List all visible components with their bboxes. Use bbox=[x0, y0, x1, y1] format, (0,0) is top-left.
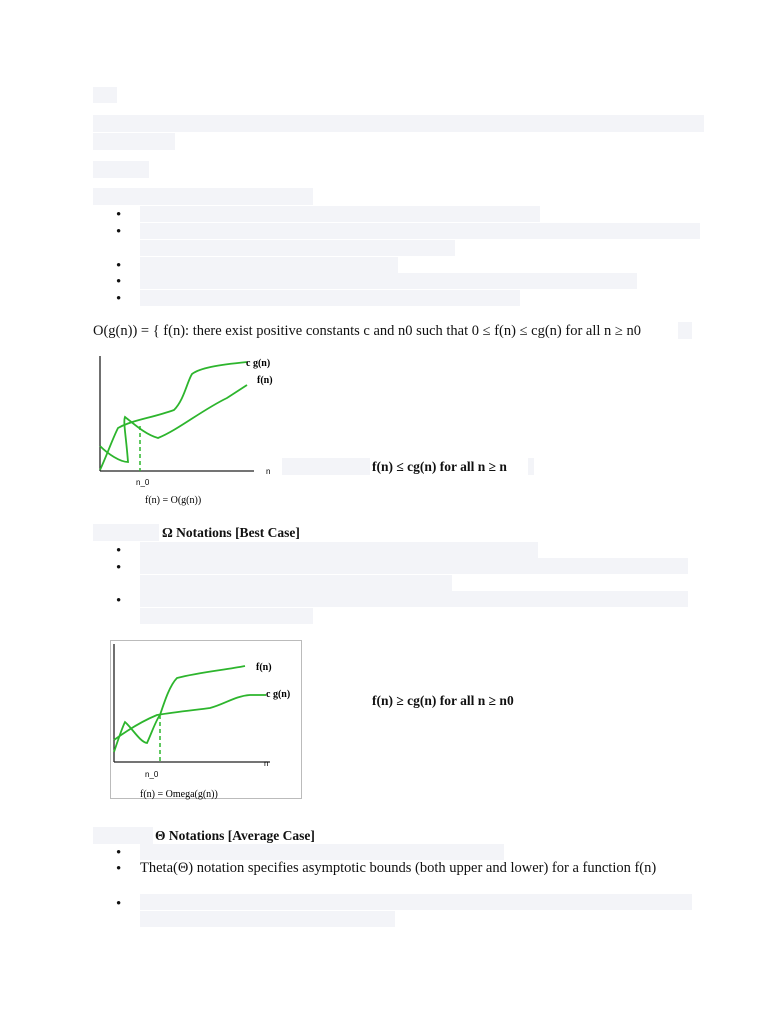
redacted-block bbox=[140, 575, 452, 591]
list-bullet: • bbox=[116, 207, 122, 223]
redacted-block bbox=[678, 322, 692, 339]
redacted-block bbox=[140, 223, 700, 239]
redacted-block bbox=[140, 273, 637, 289]
redacted-block bbox=[140, 206, 540, 222]
figure-caption: f(n) = O(g(n)) bbox=[145, 495, 202, 506]
big-o-graph bbox=[92, 350, 284, 512]
list-bullet: • bbox=[116, 845, 122, 861]
fn-curve bbox=[100, 385, 247, 462]
lower-curve-label: c g(n) bbox=[266, 689, 291, 700]
threshold-label: n_0 bbox=[136, 478, 150, 487]
redacted-block bbox=[93, 133, 175, 150]
redacted-block bbox=[140, 558, 688, 574]
redacted-block bbox=[140, 290, 520, 306]
redacted-block bbox=[93, 161, 149, 178]
redacted-block bbox=[93, 188, 313, 205]
list-bullet: • bbox=[116, 224, 122, 240]
list-bullet: • bbox=[116, 896, 122, 912]
redacted-block bbox=[140, 894, 692, 910]
big-o-definition: O(g(n)) = { f(n): there exist positive constants c and n0 such that 0 ≤ f(n) ≤ cg(n) for all n ≥ n0 bbox=[93, 323, 641, 339]
cgn-curve bbox=[100, 362, 247, 470]
theta-definition: Theta(Θ) notation specifies asymptotic bounds (both upper and lower) for a function f(n) bbox=[140, 860, 657, 876]
redacted-block bbox=[140, 542, 538, 558]
list-bullet: • bbox=[116, 593, 122, 609]
redacted-block bbox=[140, 240, 455, 256]
list-bullet: • bbox=[116, 560, 122, 576]
redacted-block bbox=[140, 591, 688, 607]
upper-curve-label: c g(n) bbox=[246, 358, 271, 369]
list-bullet: • bbox=[116, 543, 122, 559]
upper-curve-label: f(n) bbox=[256, 662, 272, 673]
omega-graph bbox=[110, 640, 303, 800]
redacted-block bbox=[528, 458, 534, 475]
list-bullet: • bbox=[116, 291, 122, 307]
x-axis-label: n bbox=[264, 759, 269, 768]
big-o-relation: f(n) ≤ cg(n) for all n ≥ n bbox=[372, 459, 507, 474]
redacted-block bbox=[140, 844, 504, 860]
redacted-block bbox=[93, 115, 704, 132]
x-axis-label: n bbox=[266, 467, 271, 476]
omega-heading: Ω Notations [Best Case] bbox=[162, 525, 300, 540]
redacted-block bbox=[93, 87, 117, 103]
redacted-block bbox=[140, 911, 395, 927]
redacted-block bbox=[140, 608, 313, 624]
figure-frame bbox=[111, 641, 302, 799]
redacted-block bbox=[140, 257, 398, 273]
threshold-label: n_0 bbox=[145, 770, 159, 779]
list-bullet: • bbox=[116, 274, 122, 290]
redacted-block bbox=[282, 458, 370, 475]
list-bullet: • bbox=[116, 861, 122, 877]
omega-relation: f(n) ≥ cg(n) for all n ≥ n0 bbox=[372, 693, 514, 708]
redacted-block bbox=[93, 827, 153, 844]
theta-heading: Θ Notations [Average Case] bbox=[155, 828, 315, 843]
list-bullet: • bbox=[116, 258, 122, 274]
figure-caption: f(n) = Omega(g(n)) bbox=[140, 789, 218, 800]
lower-curve-label: f(n) bbox=[257, 375, 273, 386]
redacted-block bbox=[93, 524, 159, 541]
